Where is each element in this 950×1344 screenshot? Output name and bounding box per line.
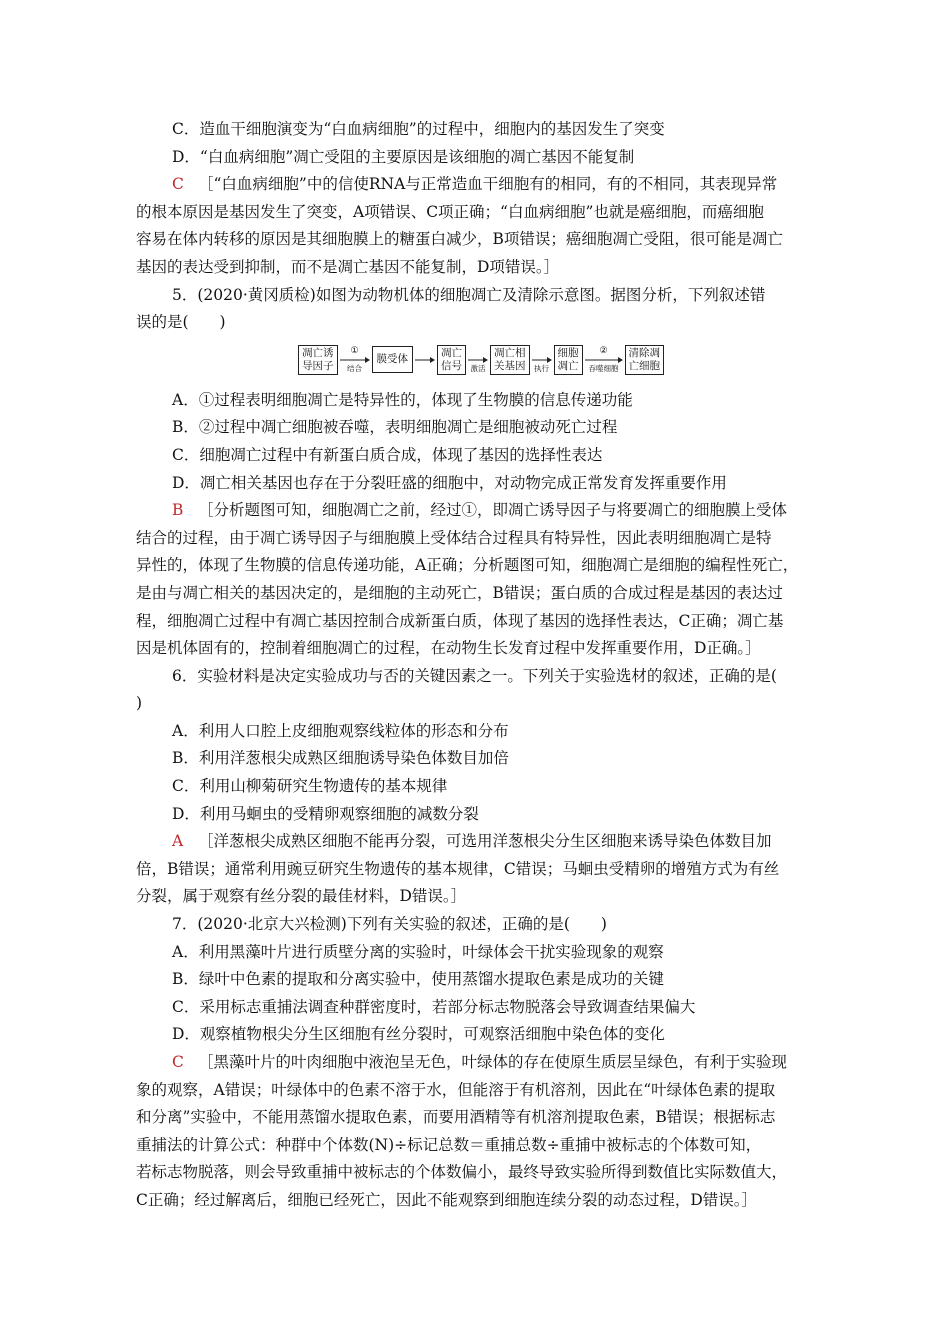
q5-option-a: A．①过程表明细胞凋亡是特异性的，体现了生物膜的信息传递功能 <box>172 390 633 409</box>
q5-stem: 5．(2020·黄冈质检)如图为动物机体的细胞凋亡及清除示意图。据图分析，下列叙述错 <box>172 285 766 304</box>
q5-explanation-line: 异性的，体现了生物膜的信息传递功能，A正确；分析题图可知，细胞凋亡是细胞的编程性死亡， <box>136 556 799 575</box>
q5-explanation-line: 程，细胞凋亡过程中有凋亡基因控制合成新蛋白质，体现了基因的选择性表达，C正确；凋亡基 <box>136 611 784 630</box>
diagram-box-apoptosis: 细胞 凋亡 <box>554 345 583 375</box>
q7-option-b: B．绿叶中色素的提取和分离实验中，使用蒸馏水提取色素是成功的关键 <box>172 970 664 989</box>
diagram-arrow-2 <box>415 346 435 373</box>
arrow-right-icon <box>585 356 623 364</box>
diagram-arrow-4: 执行 <box>532 346 552 373</box>
q5-option-c: C．细胞凋亡过程中有新蛋白质合成，体现了基因的选择性表达 <box>172 445 603 464</box>
q6-answer: A <box>172 832 184 851</box>
apoptosis-flow-diagram <box>136 343 826 377</box>
q6-option-d: D．利用马蛔虫的受精卵观察细胞的减数分裂 <box>172 804 479 823</box>
q6-explanation-line: 倍，B错误；通常利用豌豆研究生物遗传的基本规律，C错误；马蛔虫受精卵的增殖方式为有丝 <box>136 859 780 878</box>
q5-answer: B <box>172 501 184 520</box>
q5-option-b: B．②过程中凋亡细胞被吞噬，表明细胞凋亡是细胞被动死亡过程 <box>172 418 618 437</box>
q7-explanation-line <box>136 1049 826 1077</box>
q7-option-d: D．观察植物根尖分生区细胞有丝分裂时，可观察活细胞中染色体的变化 <box>172 1025 665 1044</box>
q7-answer: C <box>172 1053 184 1071</box>
arrow-right-icon <box>468 356 488 364</box>
diagram-arrow-1: ① 结合 <box>340 346 370 373</box>
arrow-right-icon <box>532 356 552 364</box>
q7-stem: 7．(2020·北京大兴检测)下列有关实验的叙述，正确的是( ) <box>172 915 607 934</box>
q7-explanation-line: 若标志物脱落，则会导致重捕中被标志的个体数偏小，最终导致实验所得到数值比实际数值大， <box>136 1163 788 1182</box>
q6-option-a: A．利用人口腔上皮细胞观察线粒体的形态和分布 <box>172 721 509 740</box>
q4-explanation-line: 基因的表达受到抑制，而不是凋亡基因不能复制，D项错误。］ <box>136 257 560 276</box>
q4-explanation-line: 容易在体内转移的原因是其细胞膜上的糖蛋白减少，B项错误；癌细胞凋亡受阻，很可能是凋亡 <box>136 230 783 249</box>
q4-option-c: C．造血干细胞演变为“白血病细胞”的过程中，细胞内的基因发生了突变 <box>172 120 665 138</box>
q4-explanation-text: ［“白血病细胞”中的信使RNA与正常造血干细胞有的相同，有的不相同，其表现异常 <box>198 175 778 194</box>
diagram-box-signal: 凋亡 信号 <box>437 345 466 375</box>
q5-explanation-text: ［分析题图可知，细胞凋亡之前，经过①，即凋亡诱导因子与将要凋亡的细胞膜上受体 <box>198 501 788 520</box>
diagram-box-receptor: 膜受体 <box>372 346 414 373</box>
diagram-box-genes: 凋亡相 关基因 <box>490 345 530 375</box>
q7-explanation-line: C正确；经过解离后，细胞已经死亡，因此不能观察到细胞连续分裂的动态过程，D错误。］ <box>136 1190 758 1209</box>
q6-option-b: B．利用洋葱根尖成熟区细胞诱导染色体数目加倍 <box>172 749 509 768</box>
q6-stem-cont: ) <box>136 694 143 713</box>
diagram-box-clearance: 清除凋 亡细胞 <box>625 345 665 375</box>
q4-option-d: D．“白血病细胞”凋亡受阻的主要原因是该细胞的凋亡基因不能复制 <box>172 147 635 166</box>
arrow-right-icon <box>415 356 435 364</box>
q7-explanation-line: 和分离”实验中，不能用蒸馏水提取色素，而要用酒精等有机溶剂提取色素，B错误；根据标志 <box>136 1108 776 1127</box>
q7-explanation-line: 象的观察，A错误；叶绿体中的色素不溶于水，但能溶于有机溶剂，因此在“叶绿体色素的提取 <box>136 1080 776 1099</box>
q5-explanation-line: 是由与凋亡相关的基因决定的，是细胞的主动死亡，B错误；蛋白质的合成过程是基因的表达过 <box>136 583 783 602</box>
arrow-right-icon <box>340 356 370 364</box>
diagram-arrow-5: ② 吞噬细胞 <box>585 346 623 373</box>
diagram-arrow-3: 激活 <box>468 346 488 373</box>
document-page <box>136 116 826 1215</box>
q6-option-c: C．利用山柳菊研究生物遗传的基本规律 <box>172 777 448 796</box>
q4-answer: C <box>172 175 184 194</box>
q5-explanation-line: 因是机体固有的，控制着细胞凋亡的过程，在动物生长发育过程中发挥重要作用，D正确。］ <box>136 639 761 658</box>
q5-explanation-line <box>136 497 826 525</box>
q4-explanation-line: 的根本原因是基因发生了突变，A项错误、C项正确；“白血病细胞”也就是癌细胞，而癌细胞 <box>136 202 764 221</box>
q6-stem: 6．实验材料是决定实验成功与否的关键因素之一。下列关于实验选材的叙述，正确的是( <box>172 666 777 685</box>
diagram-box-inducer: 凋亡诱 导因子 <box>298 345 338 375</box>
q7-option-c: C．采用标志重捕法调查种群密度时，若部分标志物脱落会导致调查结果偏大 <box>172 997 696 1016</box>
q6-explanation-line: 分裂，属于观察有丝分裂的最佳材料，D错误。］ <box>136 887 467 906</box>
q5-option-d: D．凋亡相关基因也存在于分裂旺盛的细胞中，对动物完成正常发育发挥重要作用 <box>172 473 727 492</box>
q6-explanation-line <box>136 828 826 856</box>
q7-explanation-text: ［黑藻叶片的叶肉细胞中液泡呈无色，叶绿体的存在使原生质层呈绿色，有利于实验现 <box>198 1053 788 1071</box>
q4-explanation-line <box>136 171 826 199</box>
q5-explanation-line: 结合的过程，由于凋亡诱导因子与细胞膜上受体结合过程具有特异性，因此表明细胞凋亡是特 <box>136 528 772 547</box>
q7-explanation-line: 重捕法的计算公式：种群中个体数(N)÷标记总数＝重捕总数÷重捕中被标志的个体数可知， <box>136 1135 762 1154</box>
q7-option-a: A．利用黑藻叶片进行质壁分离的实验时，叶绿体会干扰实验现象的观察 <box>172 942 664 961</box>
q6-explanation-text: ［洋葱根尖成熟区细胞不能再分裂，可选用洋葱根尖分生区细胞来诱导染色体数目加 <box>198 832 772 851</box>
q5-stem-cont: 误的是( ) <box>136 313 226 332</box>
